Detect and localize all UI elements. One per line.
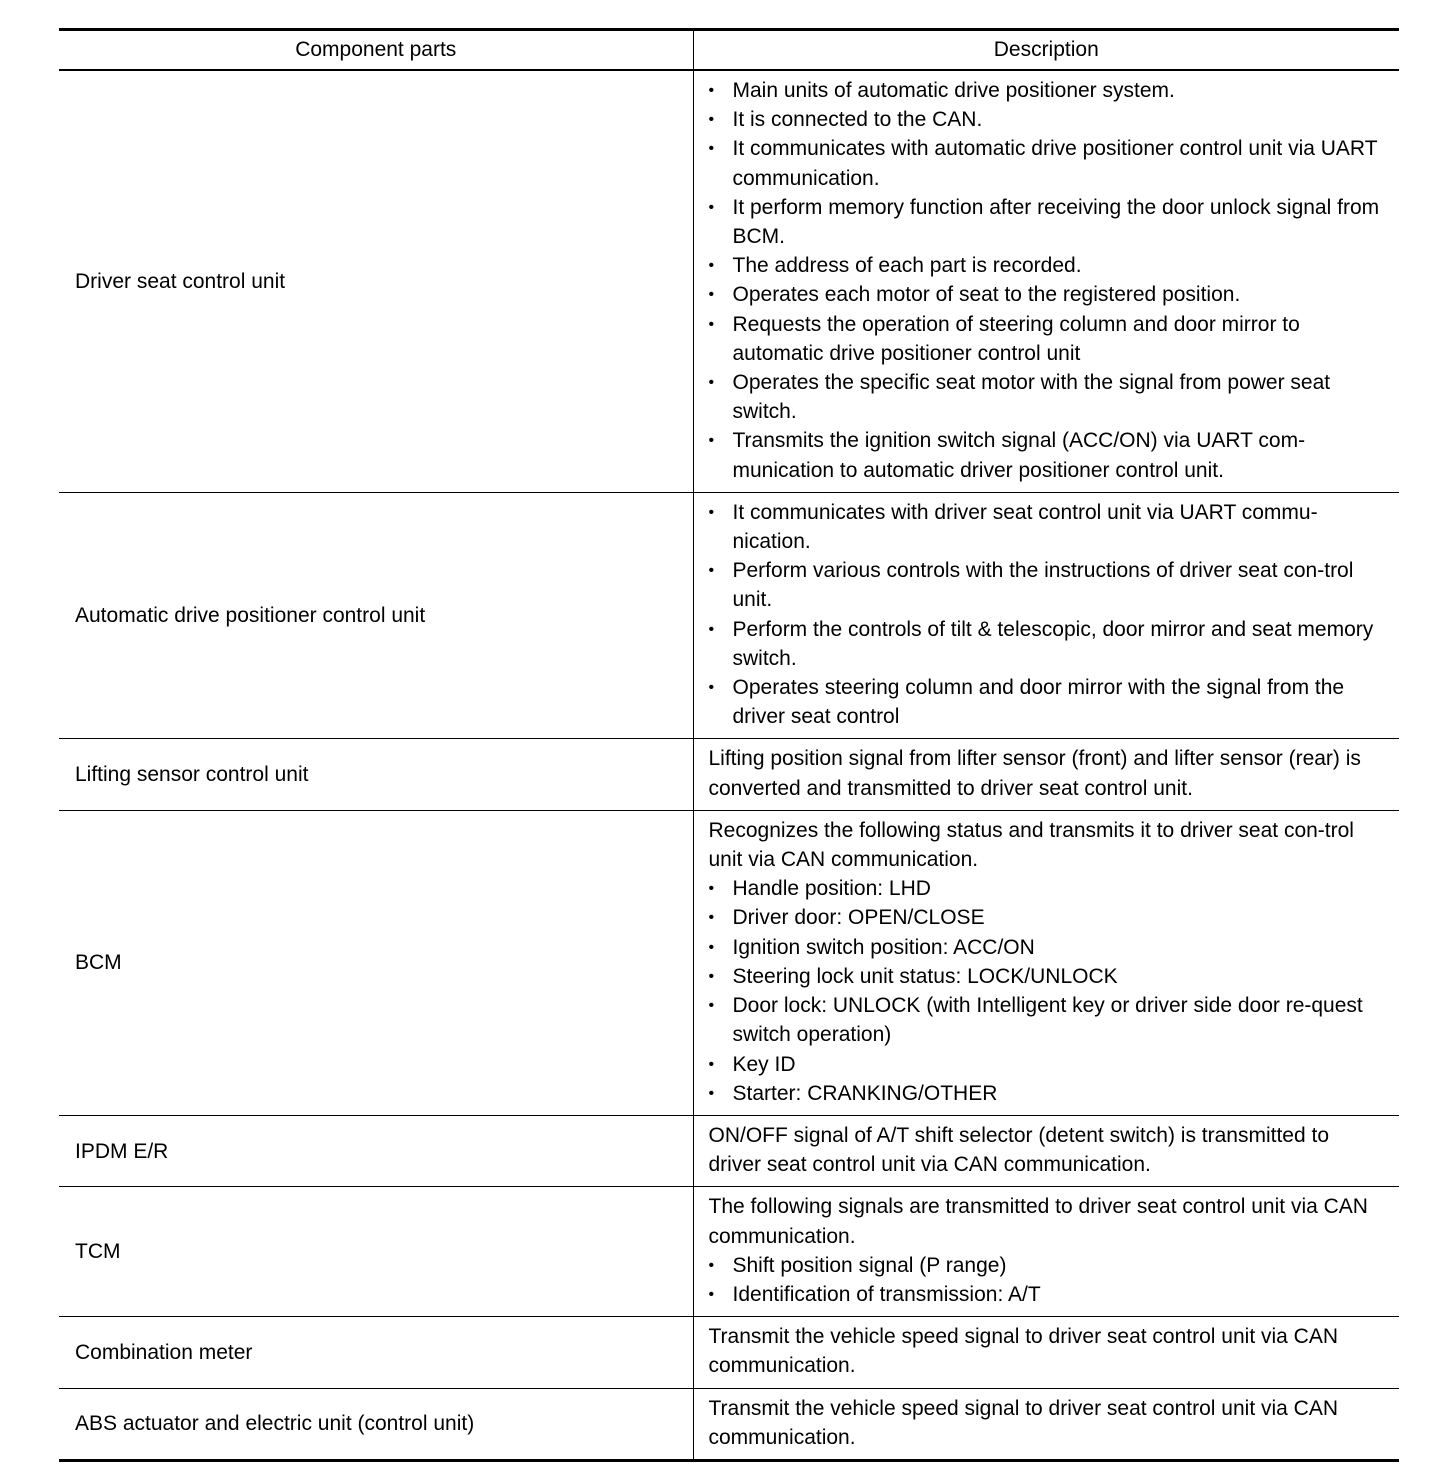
- description-text: ON/OFF signal of A/T shift selector (detent switch) is transmitted to driver seat control unit via CAN communication.: [708, 1123, 1329, 1177]
- description-cell: [693, 1317, 1399, 1388]
- description-text: Transmit the vehicle speed signal to driver seat control unit via CAN communication.: [708, 1325, 1339, 1378]
- header-description: Description: [693, 30, 1399, 71]
- table-row: [59, 70, 1399, 492]
- component-cell: Lifting sensor control unit: [59, 739, 693, 810]
- description-text: Recognizes the following status and transmits it to driver seat con-trol unit via CAN communication.: [708, 818, 1354, 872]
- bullet-item: • Operates the specific seat motor with the signal from power seat switch.: [709, 368, 1388, 426]
- component-cell: Automatic drive positioner control unit: [59, 492, 693, 739]
- description-text: Lifting position signal from lifter sensor (front) and lifter sensor (rear) is converted and transmitted to driver seat control unit.: [708, 747, 1361, 800]
- bullet-item: • The address of each part is recorded.: [709, 251, 1388, 280]
- bullet-item: • Main units of automatic drive positioner system.: [709, 76, 1388, 105]
- table-row: [59, 739, 1399, 810]
- description-cell: [693, 492, 1399, 739]
- bullet-list: [709, 874, 1388, 1108]
- bullet-item: • It communicates with automatic drive positioner control unit via UART communication.: [709, 134, 1388, 192]
- table-body: [59, 70, 1399, 1460]
- description-cell: [693, 1187, 1399, 1317]
- bullet-item: • Steering lock unit status: LOCK/UNLOCK: [709, 962, 1388, 991]
- bullet-list: [709, 1251, 1388, 1309]
- header-row: [59, 30, 1399, 71]
- bullet-list: [709, 76, 1388, 485]
- table-row: [59, 1388, 1399, 1460]
- component-cell: Driver seat control unit: [59, 70, 693, 492]
- table-row: [59, 492, 1399, 739]
- component-cell: Combination meter: [59, 1317, 693, 1388]
- bullet-item: • Driver door: OPEN/CLOSE: [709, 903, 1388, 932]
- description-cell: [693, 739, 1399, 810]
- bullet-item: • Handle position: LHD: [709, 874, 1388, 903]
- bullet-item: • Operates each motor of seat to the registered position.: [709, 280, 1388, 309]
- table-row: [59, 1187, 1399, 1317]
- description-cell: [693, 1115, 1399, 1186]
- component-table: [59, 28, 1399, 1462]
- header-component: Component parts: [59, 30, 693, 71]
- bullet-item: • Starter: CRANKING/OTHER: [709, 1079, 1388, 1108]
- bullet-item: • Operates steering column and door mirror with the signal from the driver seat control: [709, 673, 1388, 731]
- bullet-item: • It perform memory function after receiving the door unlock signal from BCM.: [709, 193, 1388, 251]
- table-row: [59, 810, 1399, 1115]
- bullet-item: • Identification of transmission: A/T: [709, 1280, 1388, 1309]
- component-cell: BCM: [59, 810, 693, 1115]
- bullet-item: • Shift position signal (P range): [709, 1251, 1388, 1280]
- description-cell: [693, 1388, 1399, 1460]
- table-row: [59, 1317, 1399, 1388]
- bullet-list: [709, 498, 1388, 732]
- bullet-item: • Perform various controls with the instructions of driver seat con-trol unit.: [709, 556, 1388, 614]
- bullet-item: • Key ID: [709, 1050, 1388, 1079]
- bullet-item: • It communicates with driver seat control unit via UART commu-nication.: [709, 498, 1388, 556]
- bullet-item: • Door lock: UNLOCK (with Intelligent key or driver side door re-quest switch operation): [709, 991, 1388, 1049]
- bullet-item: • Requests the operation of steering column and door mirror to automatic drive positioner control unit: [709, 310, 1388, 368]
- component-cell: TCM: [59, 1187, 693, 1317]
- bullet-item: • Transmits the ignition switch signal (ACC/ON) via UART com-munication to automatic driver positioner control unit.: [709, 426, 1388, 484]
- bullet-item: • It is connected to the CAN.: [709, 105, 1388, 134]
- description-cell: [693, 70, 1399, 492]
- bullet-item: • Ignition switch position: ACC/ON: [709, 933, 1388, 962]
- component-cell: ABS actuator and electric unit (control unit): [59, 1388, 693, 1460]
- description-cell: [693, 810, 1399, 1115]
- table-row: [59, 1115, 1399, 1186]
- component-cell: IPDM E/R: [59, 1115, 693, 1186]
- description-text: Transmit the vehicle speed signal to driver seat control unit via CAN communication.: [708, 1396, 1339, 1449]
- description-text: The following signals are transmitted to driver seat control unit via CAN communication.: [708, 1195, 1368, 1248]
- bullet-item: • Perform the controls of tilt & telescopic, door mirror and seat memory switch.: [709, 615, 1388, 673]
